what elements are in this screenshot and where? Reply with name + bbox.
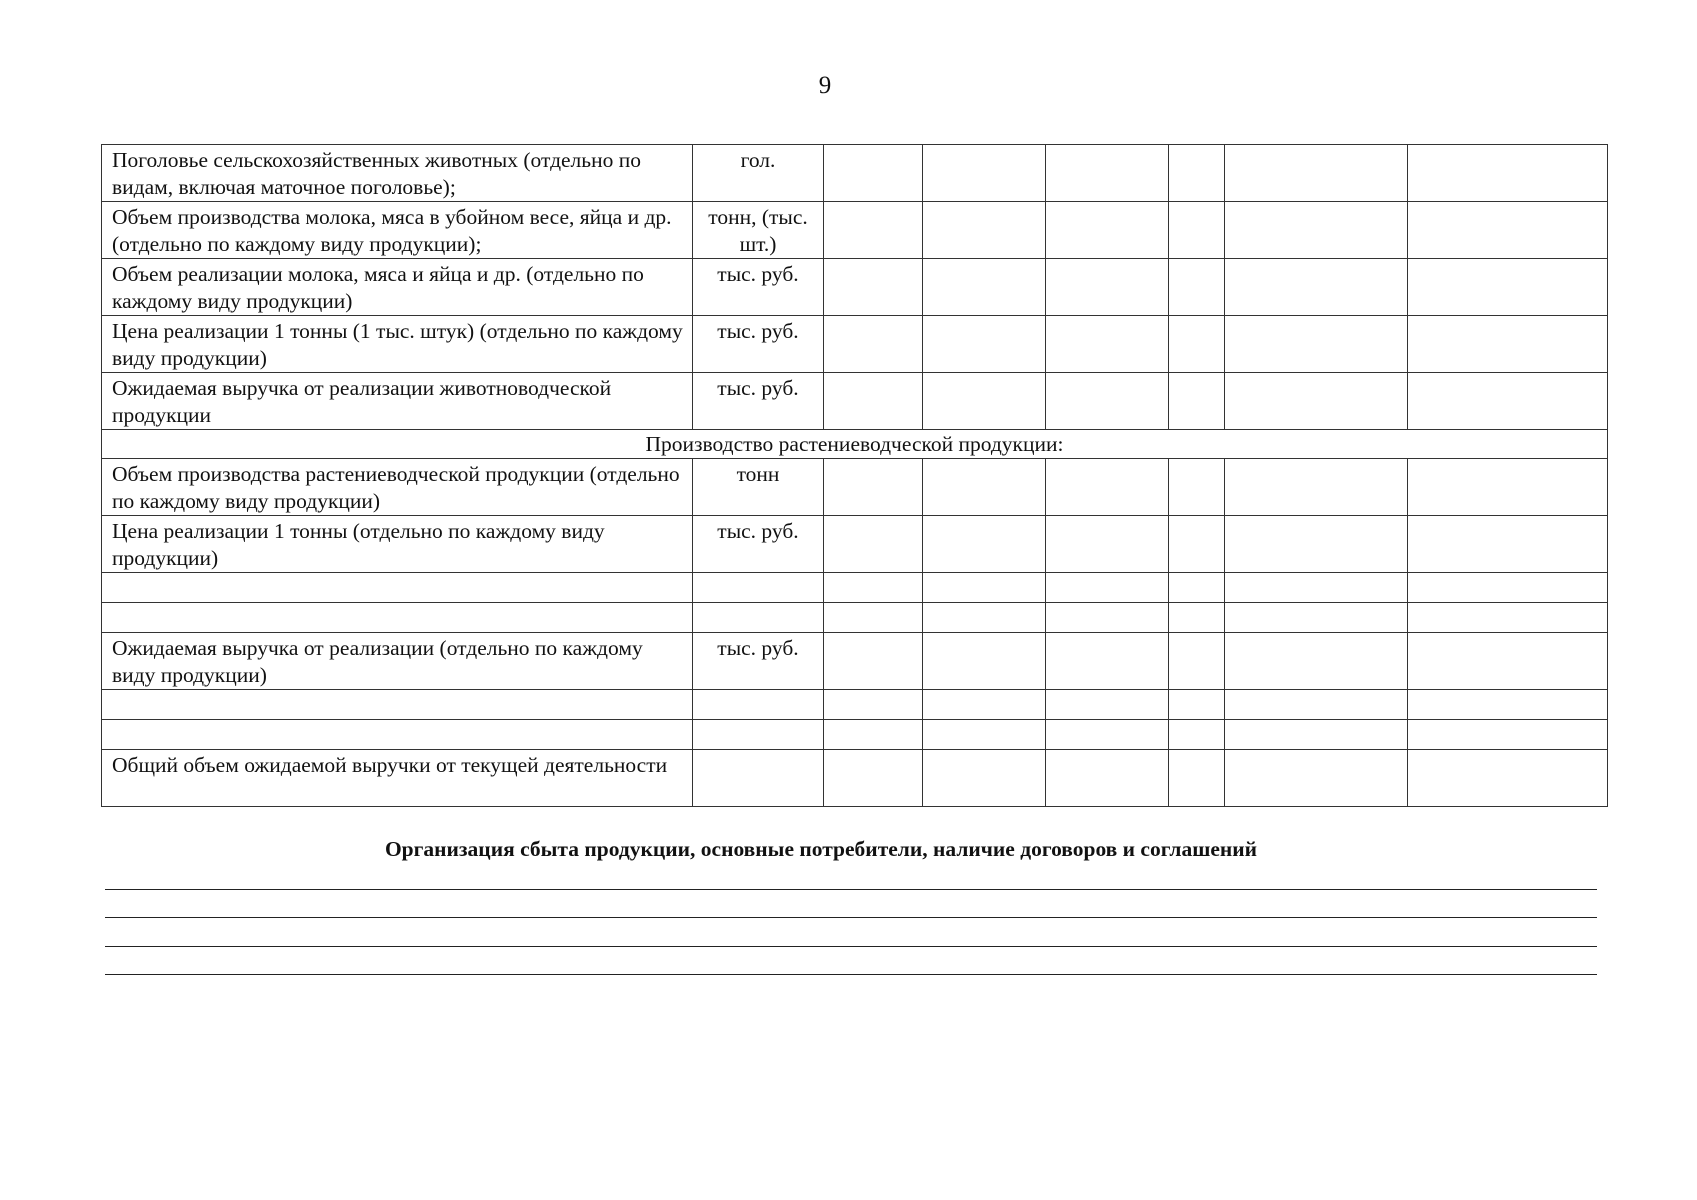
table-row [102,459,1608,516]
answer-line[interactable] [105,974,1597,975]
row-label: Ожидаемая выручка от реализации (отдельно по каждому виду продукции) [102,633,693,690]
value-cell[interactable] [1225,316,1408,373]
indicators-table [101,144,1608,807]
answer-line[interactable] [105,889,1597,890]
value-cell[interactable] [923,259,1046,316]
value-cell[interactable] [923,750,1046,807]
row-label: Объем производства молока, мяса в убойном весе, яйца и др. (отдельно по каждому виду продукции); [102,202,693,259]
row-label[interactable] [102,720,693,750]
value-cell[interactable] [824,373,923,430]
row-unit: тонн, (тыс. шт.) [693,202,824,259]
row-label: Объем производства растениеводческой продукции (отдельно по каждому виду продукции) [102,459,693,516]
row-unit[interactable] [693,690,824,720]
row-unit: тыс. руб. [693,316,824,373]
table-row-empty [102,720,1608,750]
row-unit: тонн [693,459,824,516]
value-cell[interactable] [1046,720,1169,750]
section-heading: Производство растениеводческой продукции: [102,430,1608,459]
sales-organization-heading: Организация сбыта продукции, основные потребители, наличие договоров и соглашений [384,837,1258,861]
value-cell[interactable] [1225,633,1408,690]
value-cell[interactable] [1169,573,1225,603]
value-cell[interactable] [1169,316,1225,373]
row-unit[interactable] [693,750,824,807]
table-row [102,373,1608,430]
value-cell[interactable] [1169,750,1225,807]
value-cell[interactable] [1408,603,1608,633]
value-cell[interactable] [1046,316,1169,373]
table-row-empty [102,573,1608,603]
value-cell[interactable] [1225,690,1408,720]
value-cell[interactable] [1169,459,1225,516]
value-cell[interactable] [1046,573,1169,603]
table-row [102,316,1608,373]
value-cell[interactable] [824,633,923,690]
value-cell[interactable] [1408,516,1608,573]
value-cell[interactable] [1225,145,1408,202]
value-cell[interactable] [923,720,1046,750]
value-cell[interactable] [1225,516,1408,573]
value-cell[interactable] [1046,603,1169,633]
value-cell[interactable] [1046,690,1169,720]
table-row-empty [102,603,1608,633]
value-cell[interactable] [1408,373,1608,430]
table-row [102,633,1608,690]
row-unit[interactable] [693,573,824,603]
value-cell[interactable] [1046,259,1169,316]
value-cell[interactable] [923,316,1046,373]
value-cell[interactable] [1046,373,1169,430]
value-cell[interactable] [1046,633,1169,690]
value-cell[interactable] [1169,516,1225,573]
value-cell[interactable] [1408,633,1608,690]
table-row-empty [102,690,1608,720]
row-label: Объем реализации молока, мяса и яйца и др. (отдельно по каждому виду продукции) [102,259,693,316]
value-cell[interactable] [923,459,1046,516]
row-label[interactable] [102,690,693,720]
value-cell[interactable] [1408,259,1608,316]
value-cell[interactable] [923,202,1046,259]
table-row-total [102,750,1608,807]
value-cell[interactable] [1225,373,1408,430]
row-label[interactable] [102,573,693,603]
value-cell[interactable] [1225,603,1408,633]
value-cell[interactable] [824,516,923,573]
row-label: Поголовье сельскохозяйственных животных (отдельно по видам, включая маточное поголовье); [102,145,693,202]
value-cell[interactable] [1169,373,1225,430]
value-cell[interactable] [1408,690,1608,720]
value-cell[interactable] [1408,316,1608,373]
value-cell[interactable] [824,202,923,259]
value-cell[interactable] [824,720,923,750]
value-cell[interactable] [1169,720,1225,750]
value-cell[interactable] [824,259,923,316]
row-label: Общий объем ожидаемой выручки от текущей деятельности [102,750,693,807]
value-cell[interactable] [1225,202,1408,259]
value-cell[interactable] [923,633,1046,690]
value-cell[interactable] [1408,145,1608,202]
value-cell[interactable] [923,690,1046,720]
value-cell[interactable] [923,373,1046,430]
value-cell[interactable] [1046,750,1169,807]
value-cell[interactable] [1169,633,1225,690]
value-cell[interactable] [824,145,923,202]
value-cell[interactable] [1046,459,1169,516]
value-cell[interactable] [1046,202,1169,259]
value-cell[interactable] [1169,145,1225,202]
value-cell[interactable] [824,316,923,373]
value-cell[interactable] [923,145,1046,202]
value-cell[interactable] [1225,750,1408,807]
value-cell[interactable] [1046,516,1169,573]
value-cell[interactable] [1408,573,1608,603]
table-row [102,202,1608,259]
value-cell[interactable] [923,603,1046,633]
page-number: 9 [818,72,832,99]
value-cell[interactable] [824,603,923,633]
value-cell[interactable] [1225,459,1408,516]
value-cell[interactable] [824,750,923,807]
row-label[interactable] [102,603,693,633]
value-cell[interactable] [1408,202,1608,259]
answer-line[interactable] [105,917,1597,918]
row-label: Цена реализации 1 тонны (отдельно по каждому виду продукции) [102,516,693,573]
value-cell[interactable] [1225,259,1408,316]
table-row [102,516,1608,573]
value-cell[interactable] [1225,573,1408,603]
row-label: Цена реализации 1 тонны (1 тыс. штук) (отдельно по каждому виду продукции) [102,316,693,373]
row-unit: тыс. руб. [693,259,824,316]
row-unit[interactable] [693,603,824,633]
row-unit: тыс. руб. [693,633,824,690]
value-cell[interactable] [1169,259,1225,316]
row-unit[interactable] [693,720,824,750]
value-cell[interactable] [1169,603,1225,633]
row-unit: тыс. руб. [693,516,824,573]
table-row [102,145,1608,202]
value-cell[interactable] [824,690,923,720]
value-cell[interactable] [1225,720,1408,750]
row-unit: тыс. руб. [693,373,824,430]
value-cell[interactable] [1408,720,1608,750]
value-cell[interactable] [1408,750,1608,807]
value-cell[interactable] [1046,145,1169,202]
value-cell[interactable] [923,573,1046,603]
answer-line[interactable] [105,946,1597,947]
row-unit: гол. [693,145,824,202]
value-cell[interactable] [1169,202,1225,259]
value-cell[interactable] [923,516,1046,573]
row-label: Ожидаемая выручка от реализации животноводческой продукции [102,373,693,430]
table-row [102,259,1608,316]
value-cell[interactable] [824,573,923,603]
value-cell[interactable] [1408,459,1608,516]
section-row [102,430,1608,459]
value-cell[interactable] [824,459,923,516]
value-cell[interactable] [1169,690,1225,720]
